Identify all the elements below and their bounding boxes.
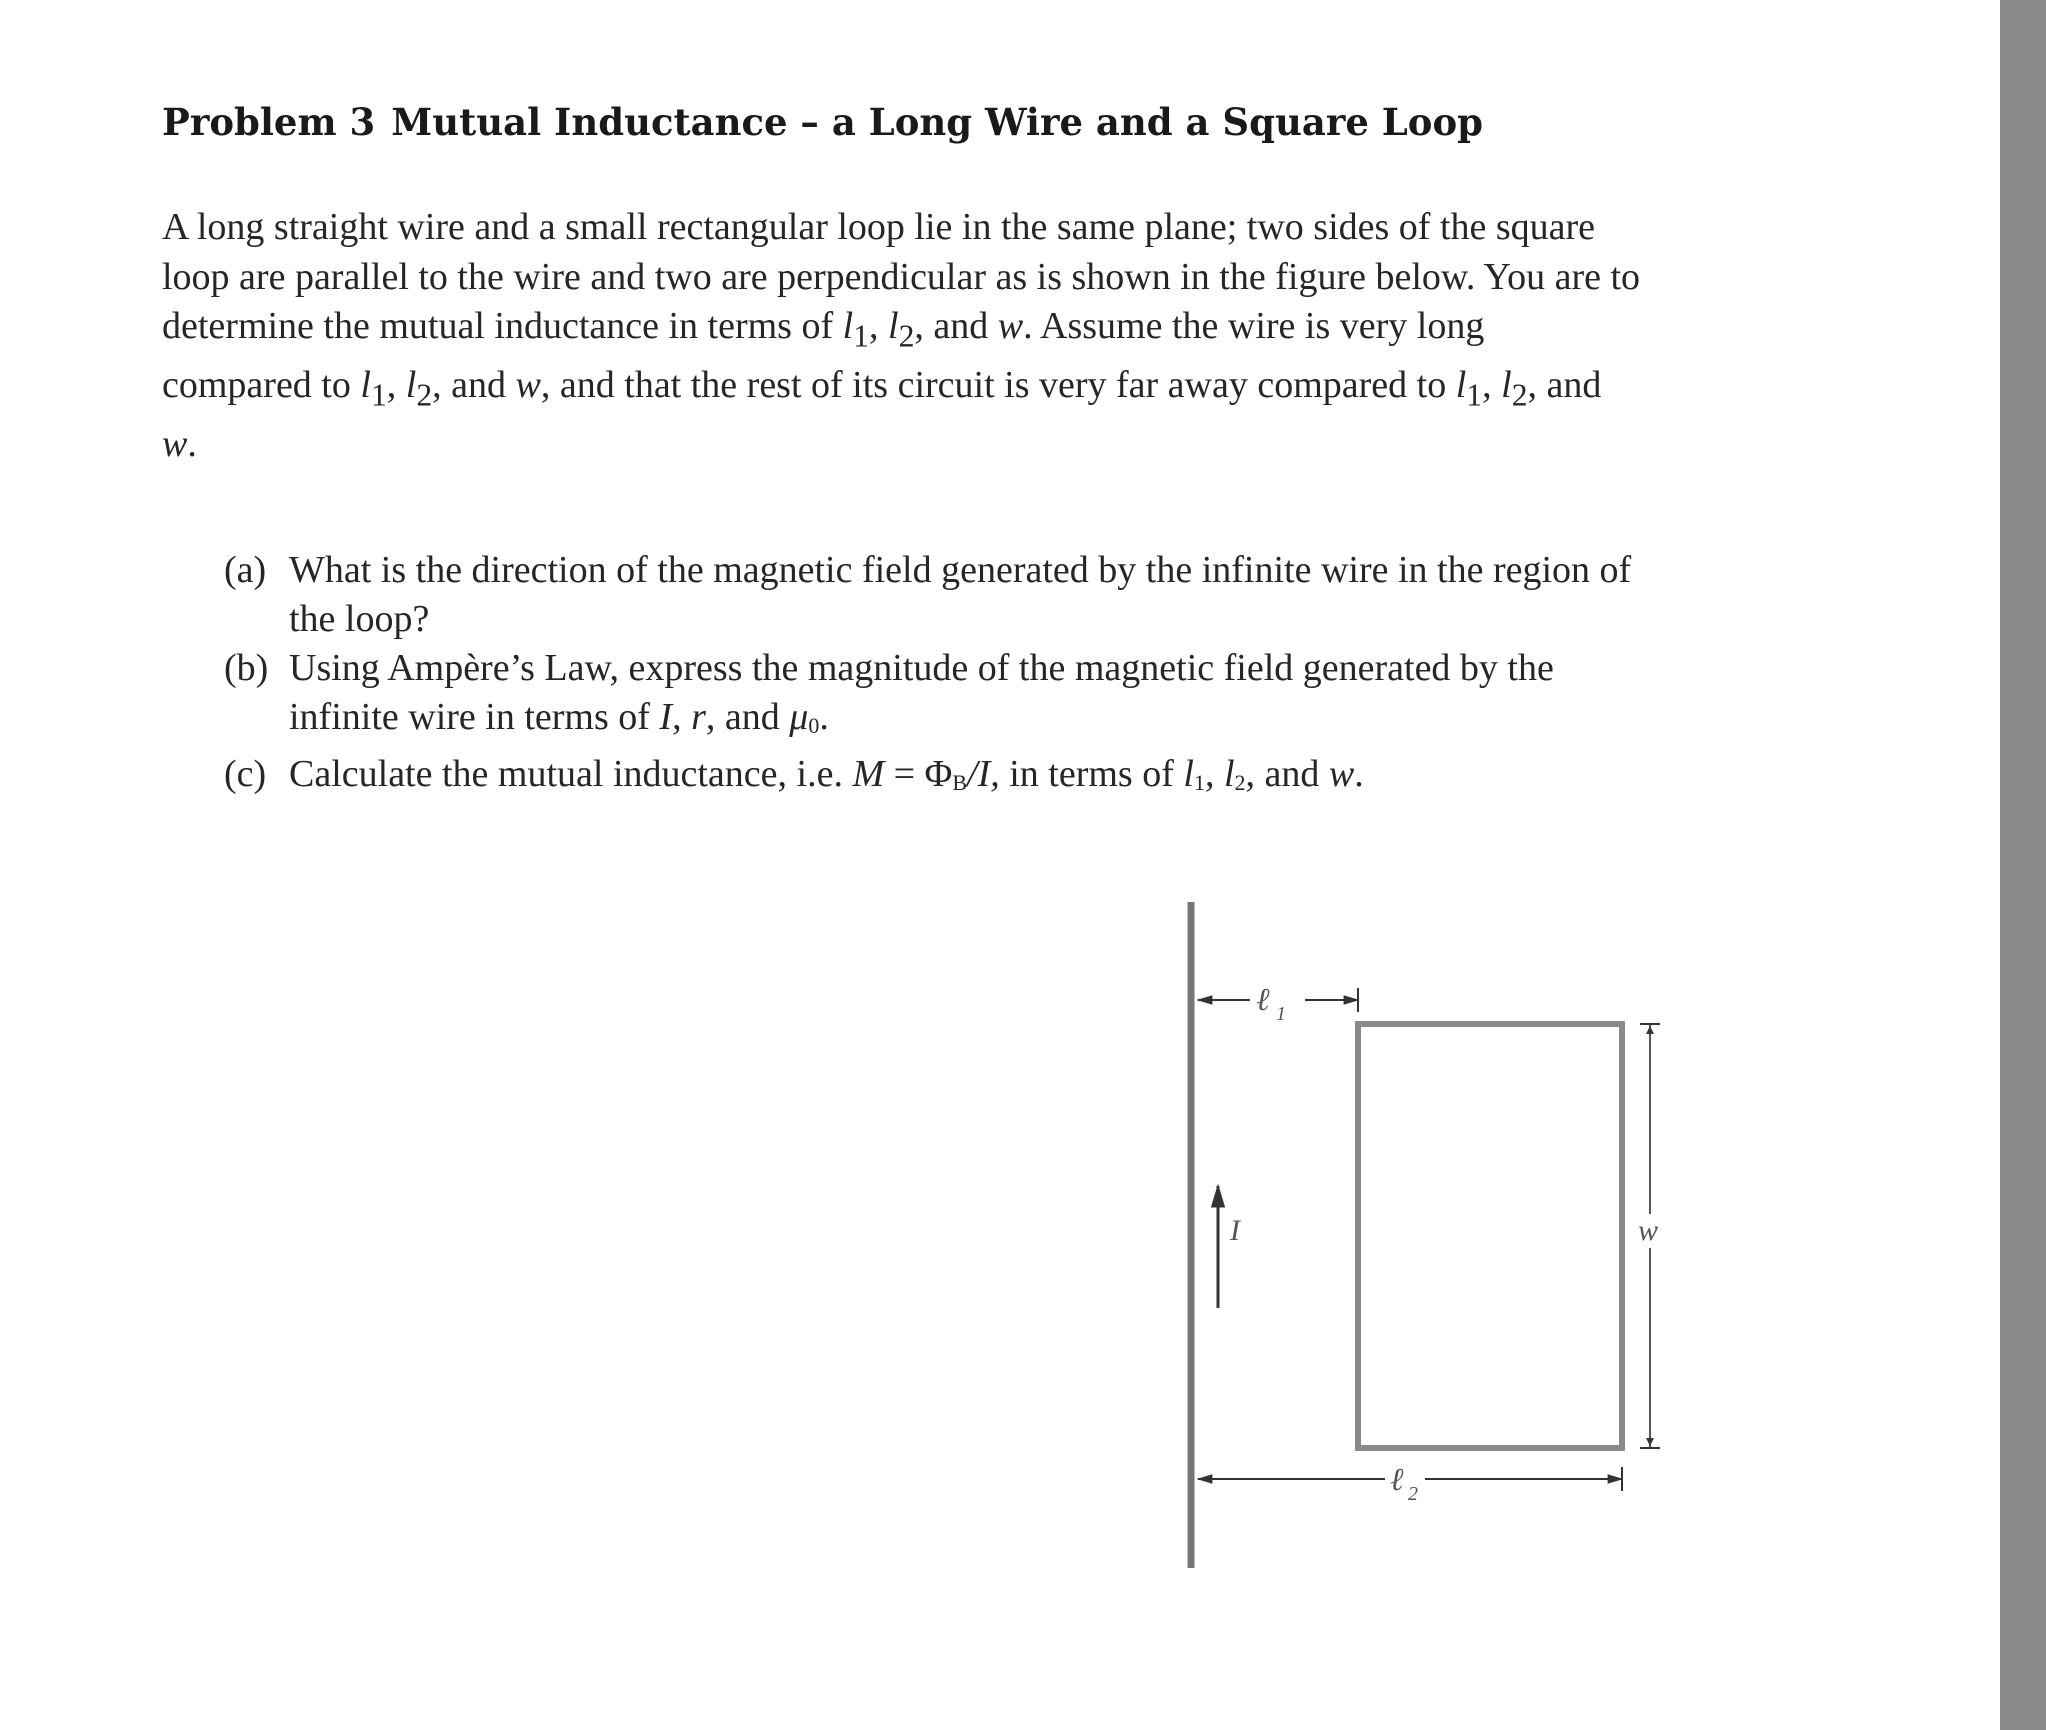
- label-l2: ℓ: [1390, 1461, 1404, 1497]
- scrollbar[interactable]: [2000, 0, 2046, 1730]
- rectangular-loop: [1358, 1024, 1622, 1448]
- label-l1-sub: 1: [1276, 1003, 1286, 1025]
- label-l2-sub: 2: [1408, 1483, 1418, 1505]
- question-text: Using Ampère’s Law, express the magnitude of the magnetic field generated by the infinite wire in terms of I, r, and $\mu_0$.: [289, 647, 1554, 738]
- problem-statement: A long straight wire and a small rectangular loop lie in the same plane; two sides of the square loop are parallel to the wire and two are perpendicular as is shown in the figure below. You are to determine the mutual inductance in terms of $l_1$, $l_2$, and w. Assume the wire is very long compared to $l_1$, $l_2$, and w, and that the rest of its circuit is very far away compared to $l_1$, $l_2$, and w.: [162, 206, 1641, 466]
- problem-heading: Mutual Inductance – a Long Wire and a Square Loop: [391, 100, 1484, 144]
- question-marker: (a): [224, 549, 267, 591]
- problem-number: Problem 3: [162, 100, 376, 144]
- dimension-w-arrow-down: [1646, 1438, 1654, 1446]
- label-w: w: [1638, 1214, 1659, 1247]
- question-marker: (c): [224, 753, 267, 795]
- question-marker: (b): [224, 647, 269, 689]
- label-l1: ℓ: [1256, 981, 1270, 1017]
- question-text: Calculate the mutual inductance, i.e. $M = \Phi_B/I$, in terms of $l_1$, $l_2$, and w.: [289, 753, 1364, 795]
- question-text: What is the direction of the magnetic field generated by the infinite wire in the region of the loop?: [289, 549, 1632, 640]
- label-current: I: [1230, 1214, 1240, 1247]
- dimension-w-arrow-up: [1646, 1026, 1654, 1034]
